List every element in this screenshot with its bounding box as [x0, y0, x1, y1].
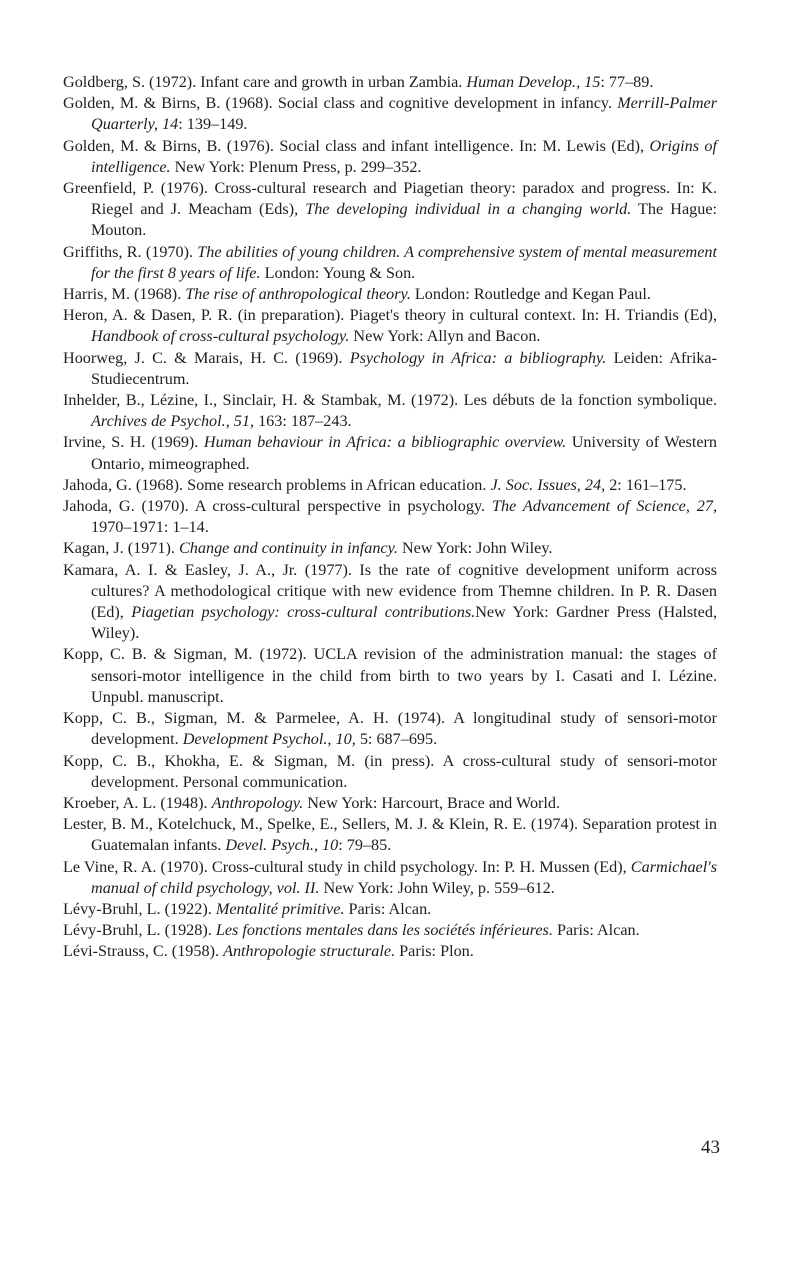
reference-entry: [63, 432, 717, 474]
ref-text: New York: Gardner Press (Halsted, Wiley).: [91, 603, 717, 643]
ref-title: Archives de Psychol., 51,: [91, 412, 255, 431]
ref-text: Golden, M. & Birns, B. (1976). Social class and infant intelligence. In: M. Lewis (Ed),: [63, 136, 650, 155]
ref-text: Heron, A. & Dasen, P. R. (in preparation). Piaget's theory in cultural context. In: H. Triandis (Ed),: [63, 306, 717, 325]
ref-text: Greenfield, P. (1976). Cross-cultural research and Piagetian theory: paradox and progress. In: K. Riegel and J. Meacham (Eds),: [63, 179, 717, 219]
ref-text: New York: John Wiley.: [397, 539, 553, 558]
ref-text: Leiden: Afrika-Studiecentrum.: [91, 348, 717, 388]
ref-text: Lévi-Strauss, C. (1958).: [63, 942, 224, 961]
ref-text: New York: Harcourt, Brace and World.: [303, 793, 561, 812]
reference-entry: [63, 708, 717, 750]
ref-text: University of Western Ontario, mimeographed.: [91, 433, 717, 473]
ref-text: Kagan, J. (1971).: [63, 539, 179, 558]
reference-entry: [63, 560, 717, 645]
ref-title: The abilities of young children. A comprehensive system of mental measurement for the first 8 years of life.: [91, 242, 717, 282]
reference-entry: [63, 644, 717, 708]
reference-entry: [63, 857, 717, 899]
reference-entry: [63, 538, 717, 559]
ref-text: Kopp, C. B., Khokha, E. & Sigman, M. (in press). A cross-cultural study of sensori-motor development. Personal communication.: [63, 751, 717, 791]
reference-entry: [63, 920, 717, 941]
ref-text: Jahoda, G. (1970). A cross-cultural perspective in psychology.: [63, 497, 492, 516]
ref-text: Goldberg, S. (1972). Infant care and growth in urban Zambia.: [63, 73, 467, 91]
ref-title: Development Psychol., 10,: [182, 730, 356, 749]
reference-entry: [63, 475, 717, 496]
ref-text: Kamara, A. I. & Easley, J. A., Jr. (1977). Is the rate of cognitive development uniform across cultures? A methodological critique with new evidence from Themne children. In P. R. Dasen (Ed),: [63, 560, 717, 622]
ref-text: London: Young & Son.: [260, 263, 416, 282]
ref-title: Anthropology.: [211, 793, 304, 812]
ref-text: Kopp, C. B., Sigman, M. & Parmelee, A. H. (1974). A longitudinal study of sensori-motor development.: [63, 709, 717, 749]
reference-entry: [63, 136, 717, 178]
ref-title: Merrill-Palmer Quarterly, 14: [91, 94, 717, 134]
reference-entry: [63, 941, 717, 962]
ref-text: London: Routledge and Kegan Paul.: [410, 285, 651, 304]
reference-entry: [63, 305, 717, 347]
ref-text: Paris: Alcan.: [552, 921, 640, 940]
reference-entry: [63, 814, 717, 856]
reference-entry: [63, 178, 717, 242]
ref-text: Griffiths, R. (1970).: [63, 242, 198, 261]
reference-entry: [63, 284, 717, 305]
reference-entry: [63, 242, 717, 284]
reference-entry: [63, 751, 717, 793]
ref-text: : 139–149.: [178, 115, 248, 134]
ref-text: Lévy-Bruhl, L. (1928).: [63, 921, 216, 940]
ref-text: Paris: Plon.: [395, 942, 474, 961]
ref-title: Piagetian psychology: cross-cultural contributions.: [131, 603, 476, 622]
ref-text: : 77–89.: [600, 73, 654, 91]
ref-text: The Hague: Mouton.: [91, 200, 718, 240]
ref-title: Anthropologie structurale.: [223, 942, 396, 961]
page-number: 43: [701, 1137, 720, 1158]
ref-text: Lester, B. M., Kotelchuck, M., Spelke, E., Sellers, M. J. & Klein, R. E. (1974). Separation protest in Guatemalan infants.: [63, 815, 717, 855]
reference-entry: [63, 93, 717, 135]
ref-title: Les fonctions mentales dans les sociétés inférieures.: [215, 921, 553, 940]
ref-text: New York: Plenum Press, p. 299–352.: [170, 157, 422, 176]
ref-text: Kroeber, A. L. (1948).: [63, 793, 212, 812]
reference-list: [63, 72, 717, 963]
ref-text: New York: John Wiley, p. 559–612.: [319, 878, 555, 897]
ref-title: Handbook of cross-cultural psychology.: [91, 327, 350, 346]
ref-text: 1970–1971: 1–14.: [91, 518, 209, 537]
ref-title: Origins of intelligence.: [91, 136, 717, 176]
ref-text: 2: 161–175.: [605, 475, 687, 494]
reference-entry: [63, 348, 717, 390]
ref-title: The Advancement of Science, 27,: [491, 497, 717, 516]
ref-text: 5: 687–695.: [355, 730, 438, 749]
ref-title: The rise of anthropological theory.: [185, 285, 411, 304]
ref-text: Kopp, C. B. & Sigman, M. (1972). UCLA revision of the administration manual: the stages of sensori-motor intelligence in the child from birth to two years by I. Casati and I. Lézine. Unpubl. manuscript.: [63, 645, 717, 706]
ref-text: Harris, M. (1968).: [63, 285, 186, 304]
ref-text: Jahoda, G. (1968). Some research problems in African education.: [63, 475, 491, 494]
ref-title: Human behaviour in Africa: a bibliographic overview.: [203, 433, 567, 452]
ref-text: Hoorweg, J. C. & Marais, H. C. (1969).: [63, 348, 350, 367]
ref-title: Devel. Psych., 10: [225, 836, 339, 855]
reference-entry: [63, 899, 717, 920]
ref-title: J. Soc. Issues, 24,: [490, 475, 606, 494]
ref-title: Human Develop., 15: [466, 73, 601, 91]
reference-entry: [63, 496, 717, 538]
ref-title: Change and continuity in infancy.: [178, 539, 398, 558]
ref-text: Irvine, S. H. (1969).: [63, 433, 204, 452]
ref-text: Inhelder, B., Lézine, I., Sinclair, H. & Stambak, M. (1972). Les débuts de la fonction symbolique.: [63, 391, 717, 410]
ref-title: Mentalité primitive.: [215, 899, 345, 918]
ref-title: Carmichael's manual of child psychology, vol. II.: [91, 857, 717, 897]
ref-text: Lévy-Bruhl, L. (1922).: [63, 899, 216, 918]
reference-entry: [63, 72, 717, 93]
reference-entry: [63, 793, 717, 814]
ref-text: Le Vine, R. A. (1970). Cross-cultural study in child psychology. In: P. H. Mussen (Ed),: [63, 857, 631, 876]
ref-title: The developing individual in a changing world.: [305, 200, 632, 219]
ref-text: Golden, M. & Birns, B. (1968). Social class and cognitive development in infancy.: [63, 94, 618, 113]
ref-text: : 79–85.: [338, 836, 392, 855]
ref-title: Psychology in Africa: a bibliography.: [349, 348, 607, 367]
ref-text: Paris: Alcan.: [344, 899, 432, 918]
ref-text: 163: 187–243.: [254, 412, 352, 431]
reference-entry: [63, 390, 717, 432]
ref-text: New York: Allyn and Bacon.: [349, 327, 541, 346]
